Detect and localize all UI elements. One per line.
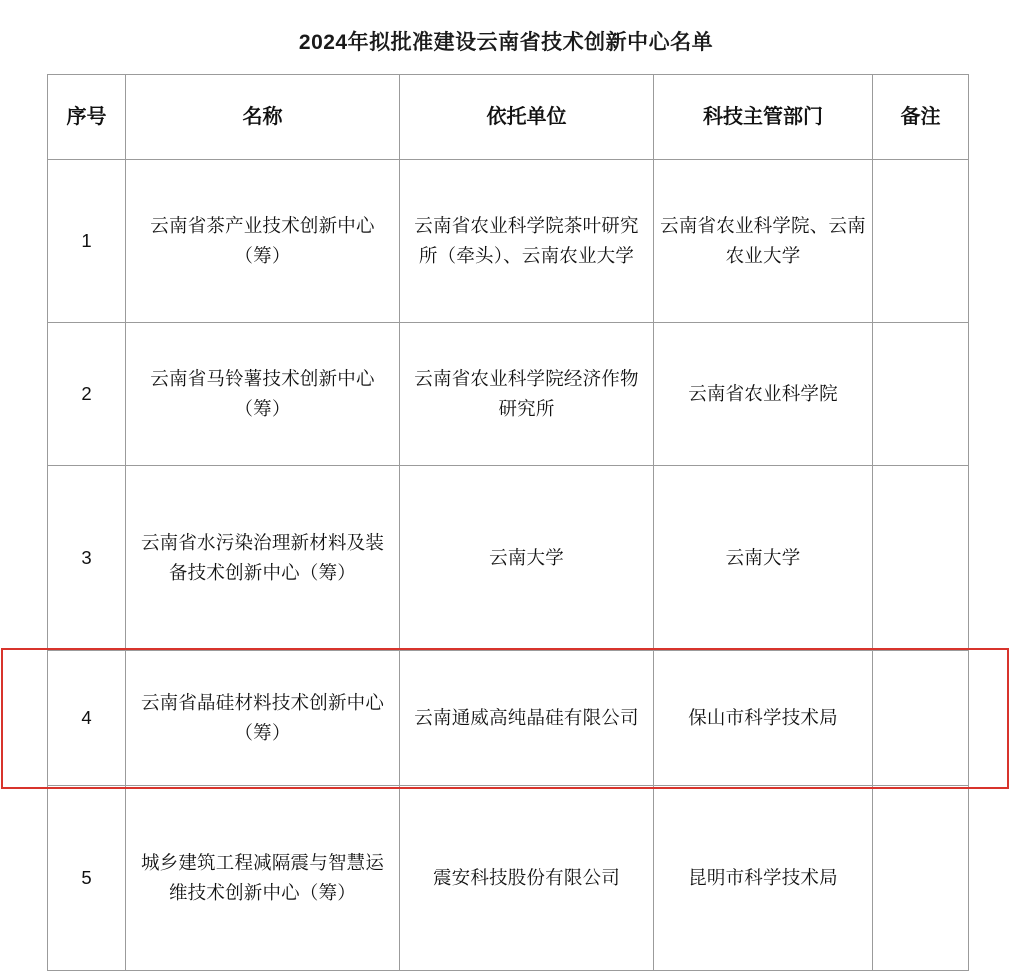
table-header [48, 75, 969, 160]
cell-host: 震安科技股份有限公司 [400, 786, 654, 971]
cell-name: 云南省茶产业技术创新中心（筹） [126, 160, 400, 323]
cell-dept: 云南大学 [654, 466, 873, 651]
table-row [48, 160, 969, 323]
cell-name: 云南省马铃薯技术创新中心（筹） [126, 323, 400, 466]
cell-note [873, 323, 969, 466]
table-body [48, 160, 969, 971]
table-row [48, 466, 969, 651]
cell-note [873, 786, 969, 971]
column-header-seq: 序号 [48, 75, 126, 160]
cell-dept: 昆明市科学技术局 [654, 786, 873, 971]
cell-dept: 保山市科学技术局 [654, 651, 873, 786]
cell-seq: 3 [48, 466, 126, 651]
cell-note [873, 160, 969, 323]
table-row [48, 323, 969, 466]
cell-seq: 5 [48, 786, 126, 971]
cell-seq: 2 [48, 323, 126, 466]
cell-dept: 云南省农业科学院 [654, 323, 873, 466]
column-header-host: 依托单位 [400, 75, 654, 160]
cell-note [873, 651, 969, 786]
cell-name: 城乡建筑工程减隔震与智慧运维技术创新中心（筹） [126, 786, 400, 971]
column-header-dept: 科技主管部门 [654, 75, 873, 160]
cell-seq: 1 [48, 160, 126, 323]
cell-host: 云南省农业科学院茶叶研究所（牵头）、云南农业大学 [400, 160, 654, 323]
cell-seq: 4 [48, 651, 126, 786]
cell-name: 云南省晶硅材料技术创新中心（筹） [126, 651, 400, 786]
cell-host: 云南通威高纯晶硅有限公司 [400, 651, 654, 786]
cell-dept: 云南省农业科学院、云南农业大学 [654, 160, 873, 323]
cell-name: 云南省水污染治理新材料及装备技术创新中心（筹） [126, 466, 400, 651]
cell-host: 云南省农业科学院经济作物研究所 [400, 323, 654, 466]
table-container [47, 74, 970, 971]
page-title: 2024年拟批准建设云南省技术创新中心名单 [298, 31, 714, 54]
center-list-table [47, 74, 969, 971]
table-row [48, 786, 969, 971]
table-header-row [48, 75, 969, 160]
cell-note [873, 466, 969, 651]
column-header-note: 备注 [873, 75, 969, 160]
column-header-name: 名称 [126, 75, 400, 160]
table-row-highlighted [48, 651, 969, 786]
cell-host: 云南大学 [400, 466, 654, 651]
